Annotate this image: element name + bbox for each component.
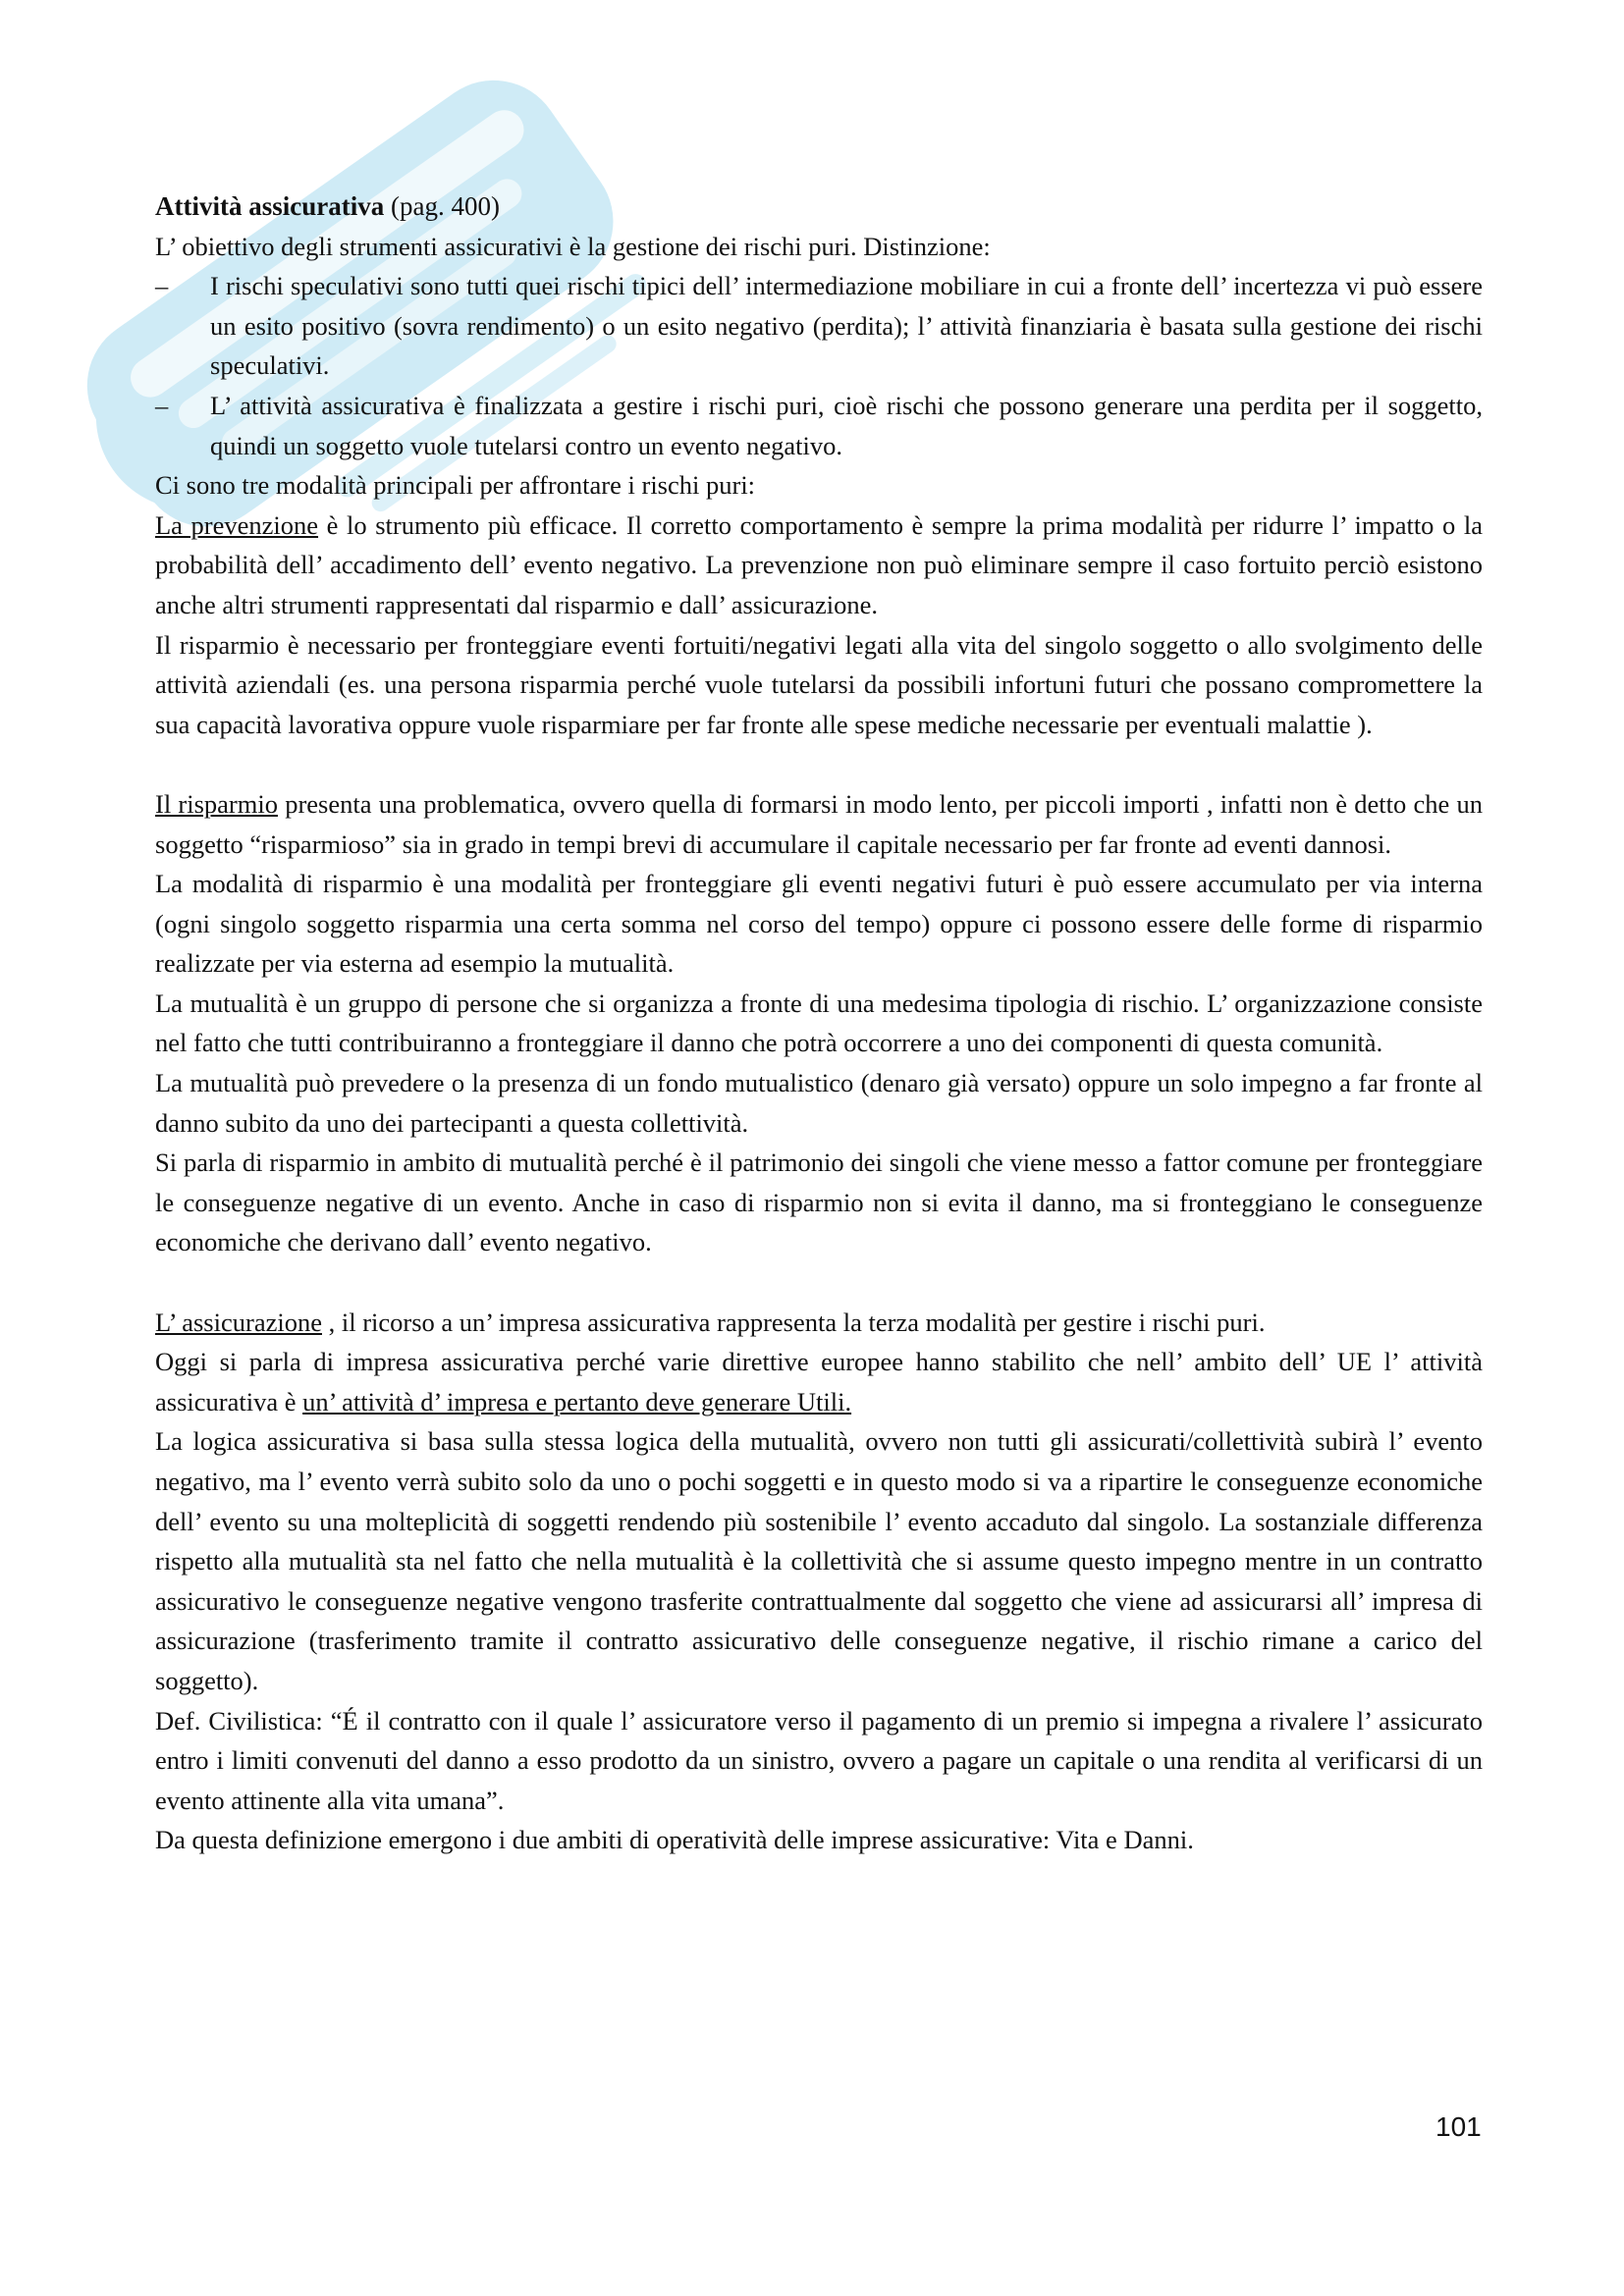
ue-paragraph: Oggi si parla di impresa assicurativa perché varie direttive europee hanno stabilito che nell’ ambito dell’ UE l’ attività assicurativa è un’ attività d’ impresa e pertanto deve generare Utili. (155, 1347, 1483, 1416)
definition-paragraph: Def. Civilistica: “É il contratto con il quale l’ assicuratore verso il pagamento di un premio si impegna a rivalere l’ assicurato entro i limiti convenuti del danno a esso prodotto da un sinistro, ovvero a pagare un capitale o una rendita al verificarsi di un evento attinente alla vita umana”. (155, 1705, 1483, 1815)
paragraph: La modalità di risparmio è una modalità per fronteggiare gli eventi negativi futuri è può essere accumulato per via interna (ogni singolo soggetto risparmia una certa somma nel corso del tempo) oppure ci possono essere delle forme di risparmio realizzate per via esterna ad esempio la mutualità. (155, 869, 1483, 979)
title-page-ref: (pag. 400) (384, 191, 500, 221)
assicurazione-term: L’ assicurazione (155, 1307, 322, 1337)
paragraph-gap (155, 744, 1483, 784)
intro-paragraph: L’ obiettivo degli strumenti assicurativi è la gestione dei rischi puri. Distinzione: (155, 231, 991, 261)
list-item (155, 386, 1483, 465)
risparmio-term: Il risparmio (155, 788, 278, 819)
ue-underlined-text: un’ attività d’ impresa e pertanto deve generare Utili. (302, 1386, 852, 1416)
dash-bullet: – (155, 390, 169, 420)
dash-bullet: – (155, 271, 169, 301)
list-item (155, 266, 1483, 386)
assicurazione-paragraph: L’ assicurazione , il ricorso a un’ impresa assicurativa rappresenta la terza modalità per gestire i rischi puri. (155, 1307, 1266, 1337)
document-body (155, 187, 1483, 1860)
list-item-text: I rischi speculativi sono tutti quei rischi tipici dell’ intermediazione mobiliare in cui a fronte dell’ incertezza vi può essere un esito positivo (sovra rendimento) o un esito negativo (perdita); l’ attività finanziaria è basata sulla gestione dei rischi speculativi. (210, 271, 1483, 381)
page-number: 101 (1435, 2111, 1482, 2142)
prevenzione-term: La prevenzione (155, 509, 319, 540)
paragraph: Si parla di risparmio in ambito di mutualità perché è il patrimonio dei singoli che viene messo a fattor comune per fronteggiare le conseguenze negative di un evento. Anche in caso di risparmio non si evita il danno, ma si fronteggiano le conseguenze economiche che derivano dall’ evento negativo. (155, 1148, 1483, 1257)
list-item-text: L’ attività assicurativa è finalizzata a gestire i rischi puri, cioè rischi che possono generare una perdita per il soggetto, quindi un soggetto vuole tutelarsi contro un evento negativo. (210, 390, 1483, 460)
paragraph: La logica assicurativa si basa sulla stessa logica della mutualità, ovvero non tutti gli assicurati/collettività subirà l’ evento negativo, ma l’ evento verrà subito solo da uno o pochi soggetti e in questo modo si va a ripartire le conseguenze economiche dell’ evento su una molteplicità di soggetti rendendo più sostenibile l’ evento accaduto dal singolo. La sostanziale differenza rispetto alla mutualità sta nel fatto che nella mutualità è la collettività che si assume questo impegno mentre in un contratto assicurativo le conseguenze negative vengono trasferite contrattualmente dal soggetto che viene ad assicurarsi all’ impresa di assicurazione (trasferimento tramite il contratto assicurativo delle conseguenze negative, il rischio rimane a carico del soggetto). (155, 1426, 1483, 1695)
modalita-intro: Ci sono tre modalità principali per affrontare i rischi puri: (155, 470, 756, 501)
risparmio-section-paragraph: Il risparmio presenta una problematica, ovvero quella di formarsi in modo lento, per piccoli importi , infatti non è detto che un soggetto “risparmioso” sia in grado in tempi brevi di accumulare il capitale necessario per far fronte ad eventi dannosi. (155, 788, 1484, 859)
paragraph-gap (155, 1262, 1483, 1303)
section-title (155, 187, 1483, 227)
title-bold: Attività assicurativa (155, 191, 385, 221)
paragraph: La mutualità è un gruppo di persone che si organizza a fronte di una medesima tipologia di rischio. L’ organizzazione consiste nel fatto che tutti contribuiranno a fronteggiare il danno che potrà occorrere a uno dei componenti di questa comunità. (155, 988, 1483, 1058)
paragraph: Da questa definizione emergono i due ambiti di operatività delle imprese assicurative: Vita e Danni. (155, 1825, 1194, 1855)
risparmio-paragraph: Il risparmio è necessario per fronteggiare eventi fortuiti/negativi legati alla vita del singolo soggetto o allo svolgimento delle attività aziendali (es. una persona risparmia perché vuole tutelarsi da possibili infortuni futuri che possano compromettere la sua capacità lavorativa oppure vuole risparmiare per far fronte alle spese mediche necessarie per eventuali malattie ). (155, 629, 1483, 739)
paragraph: La mutualità può prevedere o la presenza di un fondo mutualistico (denaro già versato) oppure un solo impegno a far fronte al danno subito da uno dei partecipanti a questa collettività. (155, 1068, 1483, 1138)
risk-types-list (155, 266, 1483, 465)
prevenzione-paragraph: La prevenzione è lo strumento più efficace. Il corretto comportamento è sempre la prima modalità per ridurre l’ impatto o la probabilità dell’ accadimento dell’ evento negativo. La prevenzione non può eliminare sempre il caso fortuito perciò esistono anche altri strumenti rappresentati dal risparmio e dall’ assicurazione. (155, 509, 1484, 619)
